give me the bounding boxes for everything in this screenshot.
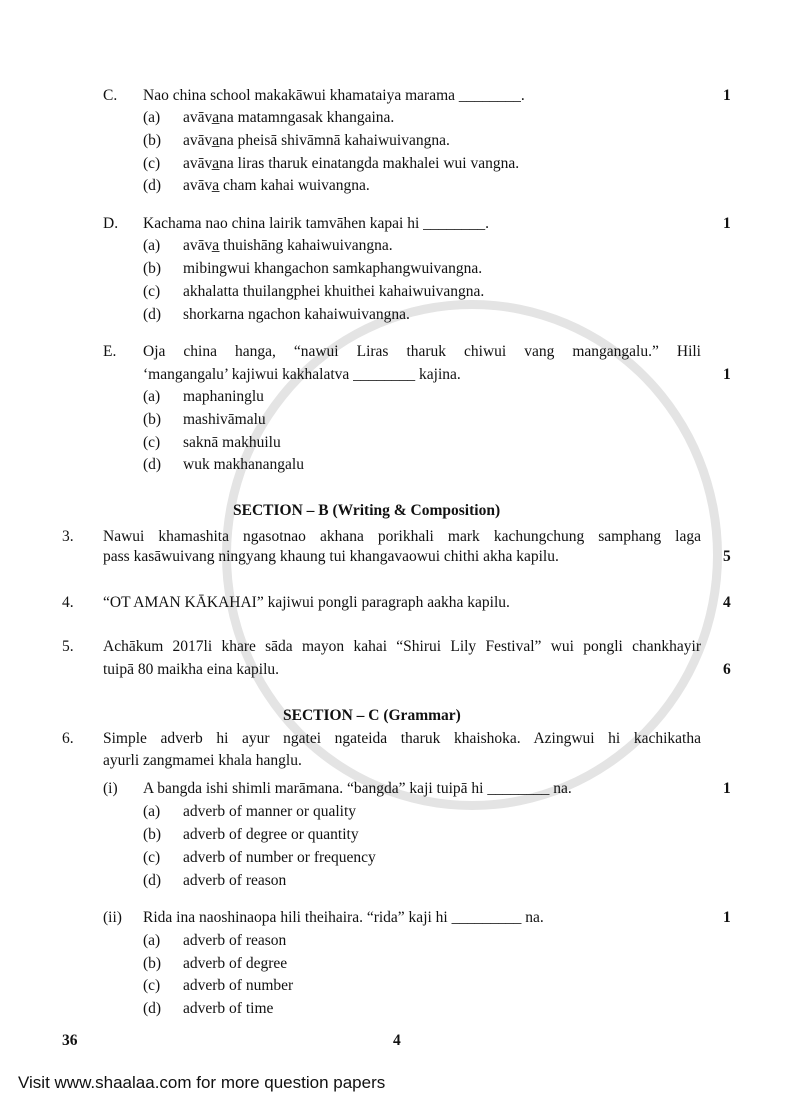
question-number: 6. (62, 730, 74, 747)
marks: 1 (723, 215, 731, 232)
option-text: wuk makhanangalu (183, 456, 304, 473)
marks: 1 (723, 780, 731, 797)
option-label: (c) (143, 434, 161, 451)
page-number: 4 (393, 1032, 401, 1049)
option-text: avāva̲na matamngasak khangaina. (183, 109, 395, 126)
option-text: adverb of degree or quantity (183, 826, 359, 843)
option-label: (d) (143, 306, 162, 323)
option-text: adverb of number or frequency (183, 849, 376, 866)
marks: 1 (723, 909, 731, 926)
option-text: shorkarna ngachon kahaiwuivangna. (183, 306, 410, 323)
option-text: avāva̲ thuishāng kahaiwuivangna. (183, 237, 393, 254)
option-text: mashivāmalu (183, 411, 266, 428)
marks: 5 (723, 548, 731, 565)
option-label: (b) (143, 826, 162, 843)
option-label: (b) (143, 411, 162, 428)
option-text: adverb of reason (183, 872, 287, 889)
question-text: Rida ina naoshinaopa hili theihaira. “rida” kaji hi _________ na. (143, 909, 544, 926)
option-text: saknā makhuilu (183, 434, 281, 451)
question-text: Simple adverb hi ayur ngatei ngateida tharuk khaishoka. Azingwui hi kachikatha (103, 730, 701, 747)
option-label: (a) (143, 803, 161, 820)
option-label: (d) (143, 177, 162, 194)
marks: 1 (723, 87, 731, 104)
option-label: (d) (143, 456, 162, 473)
question-text: A bangda ishi shimli marāmana. “bangda” kaji tuipā hi ________ na. (143, 780, 572, 797)
option-label: (c) (143, 155, 161, 172)
question-text: ayurli zangmamei khala hanglu. (103, 752, 302, 769)
option-text: adverb of time (183, 1000, 274, 1017)
option-text: adverb of reason (183, 932, 287, 949)
question-number: 3. (62, 528, 74, 545)
section-heading: SECTION – B (Writing & Composition) (233, 502, 501, 519)
question-label: D. (103, 215, 119, 232)
question-text: Kachama nao china lairik tamvāhen kapai hi ________. (143, 215, 490, 232)
option-label: (b) (143, 260, 162, 277)
option-text: maphaninglu (183, 388, 264, 405)
option-label: (a) (143, 237, 161, 254)
option-text: adverb of manner or quality (183, 803, 357, 820)
option-text: avāva̲na liras tharuk einatangda makhalei wui vangna. (183, 155, 520, 172)
option-text: adverb of degree (183, 955, 288, 972)
option-label: (b) (143, 955, 162, 972)
question-text: pass kasāwuivang ningyang khaung tui khangavaowui chithi akha kapilu. (103, 548, 559, 565)
question-text: “OT AMAN KĀKAHAI” kajiwui pongli paragraph aakha kapilu. (103, 594, 510, 611)
footer-visit-link[interactable]: Visit www.shaalaa.com for more question papers (18, 1073, 386, 1092)
subquestion-label: (ii) (103, 909, 122, 926)
option-label: (d) (143, 872, 162, 889)
option-label: (b) (143, 132, 162, 149)
option-text: avāva̲ cham kahai wuivangna. (183, 177, 370, 194)
question-label: E. (103, 343, 117, 360)
question-text: Nawui khamashita ngasotnao akhana porikhali mark kachungchung samphang laga (103, 528, 701, 545)
question-text: tuipā 80 maikha eina kapilu. (103, 661, 280, 678)
option-label: (c) (143, 283, 161, 300)
paper-code: 36 (62, 1032, 78, 1049)
marks: 6 (723, 661, 731, 678)
question-text: Achākum 2017li khare sāda mayon kahai “Shirui Lily Festival” wui pongli chankhayir (103, 638, 701, 655)
subquestion-label: (i) (103, 780, 118, 797)
option-label: (a) (143, 932, 161, 949)
option-label: (c) (143, 849, 161, 866)
question-text: Oja china hanga, “nawui Liras tharuk chiwui vang mangangalu.” Hili (143, 343, 701, 360)
question-number: 4. (62, 594, 74, 611)
option-text: avāva̲na pheisā shivāmnā kahaiwuivangna. (183, 132, 450, 149)
option-label: (a) (143, 388, 161, 405)
option-text: mibingwui khangachon samkaphangwuivangna. (183, 260, 483, 277)
question-label: C. (103, 87, 118, 104)
marks: 1 (723, 366, 731, 383)
marks: 4 (723, 594, 731, 611)
question-text: ‘mangangalu’ kajiwui kakhalatva ________ kajina. (143, 366, 461, 383)
option-label: (d) (143, 1000, 162, 1017)
option-label: (a) (143, 109, 161, 126)
question-text: Nao china school makakāwui khamataiya marama ________. (143, 87, 525, 104)
option-text: akhalatta thuilangphei khuithei kahaiwuivangna. (183, 283, 485, 300)
question-number: 5. (62, 638, 74, 655)
section-heading: SECTION – C (Grammar) (283, 707, 461, 724)
option-text: adverb of number (183, 977, 294, 994)
option-label: (c) (143, 977, 161, 994)
